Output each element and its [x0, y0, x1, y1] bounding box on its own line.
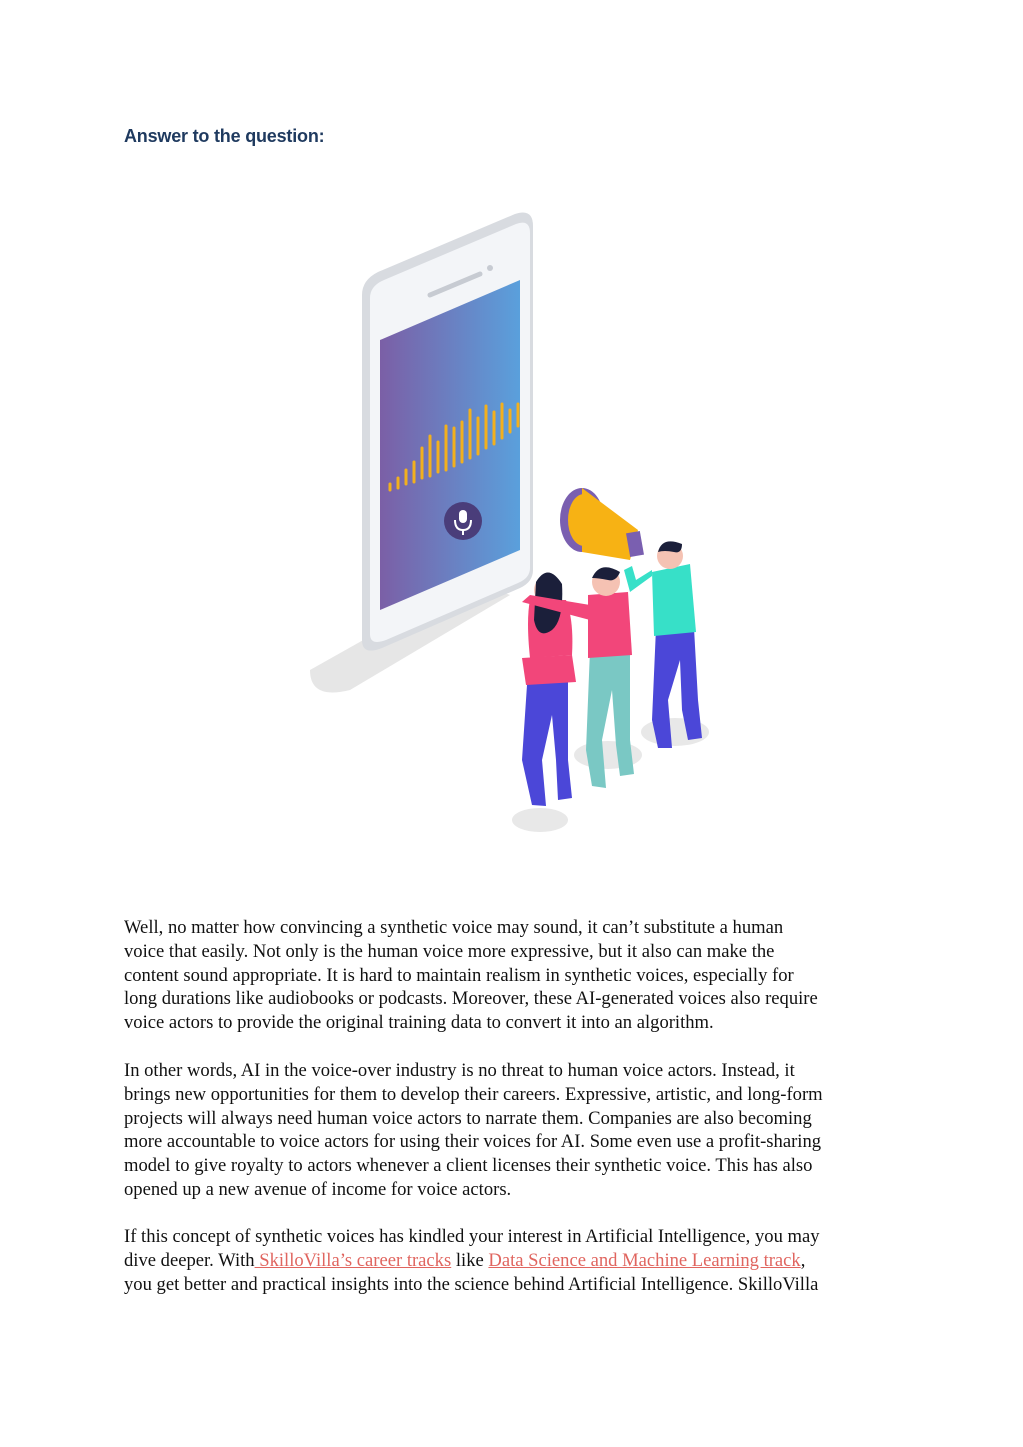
paragraph-line: you get better and practical insights into the science behind Artificial Intelligence. SkilloVilla [124, 1273, 819, 1295]
microphone-icon [444, 502, 482, 540]
text-span: dive deeper. With [124, 1249, 255, 1271]
text-span: like [451, 1249, 489, 1271]
voice-ai-illustration [290, 200, 730, 850]
paragraph-line: more accountable to voice actors for using their voices for AI. Some even use a profit-sharing [124, 1131, 822, 1153]
paragraph-line: In other words, AI in the voice-over industry is no threat to human voice actors. Instead, it [124, 1060, 795, 1081]
paragraph-line: opened up a new avenue of income for voice actors. [124, 1178, 512, 1200]
paragraph-line: model to give royalty to actors whenever a client licenses their synthetic voice. This has also [124, 1155, 813, 1177]
paragraph-3 [124, 1225, 914, 1296]
paragraph-line: voice that easily. Not only is the human voice more expressive, but it also can make the [124, 940, 775, 962]
skillovilla-career-tracks-link[interactable]: SkilloVilla’s career tracks [254, 1249, 452, 1271]
paragraph-line [124, 1249, 914, 1273]
paragraph-1 [124, 916, 914, 1035]
megaphone-icon [560, 488, 644, 560]
data-science-ml-track-link[interactable]: Data Science and Machine Learning track [488, 1249, 801, 1271]
paragraph-line: Well, no matter how convincing a synthetic voice may sound, it can’t substitute a human [124, 917, 784, 938]
section-heading: Answer to the question: [124, 126, 325, 146]
paragraph-line: content sound appropriate. It is hard to maintain realism in synthetic voices, especially for [124, 964, 794, 986]
paragraph-line: brings new opportunities for them to develop their careers. Expressive, artistic, and long-form [124, 1083, 823, 1105]
paragraph-line: If this concept of synthetic voices has kindled your interest in Artificial Intelligence, you may [124, 1226, 820, 1247]
paragraph-line: voice actors to provide the original training data to convert it into an algorithm. [124, 1012, 714, 1034]
paragraph-line: projects will always need human voice actors to narrate them. Companies are also becoming [124, 1107, 812, 1129]
paragraph-line: long durations like audiobooks or podcasts. Moreover, these AI-generated voices also require [124, 988, 818, 1010]
text-span: , [800, 1249, 806, 1271]
paragraph-2 [124, 1059, 914, 1202]
